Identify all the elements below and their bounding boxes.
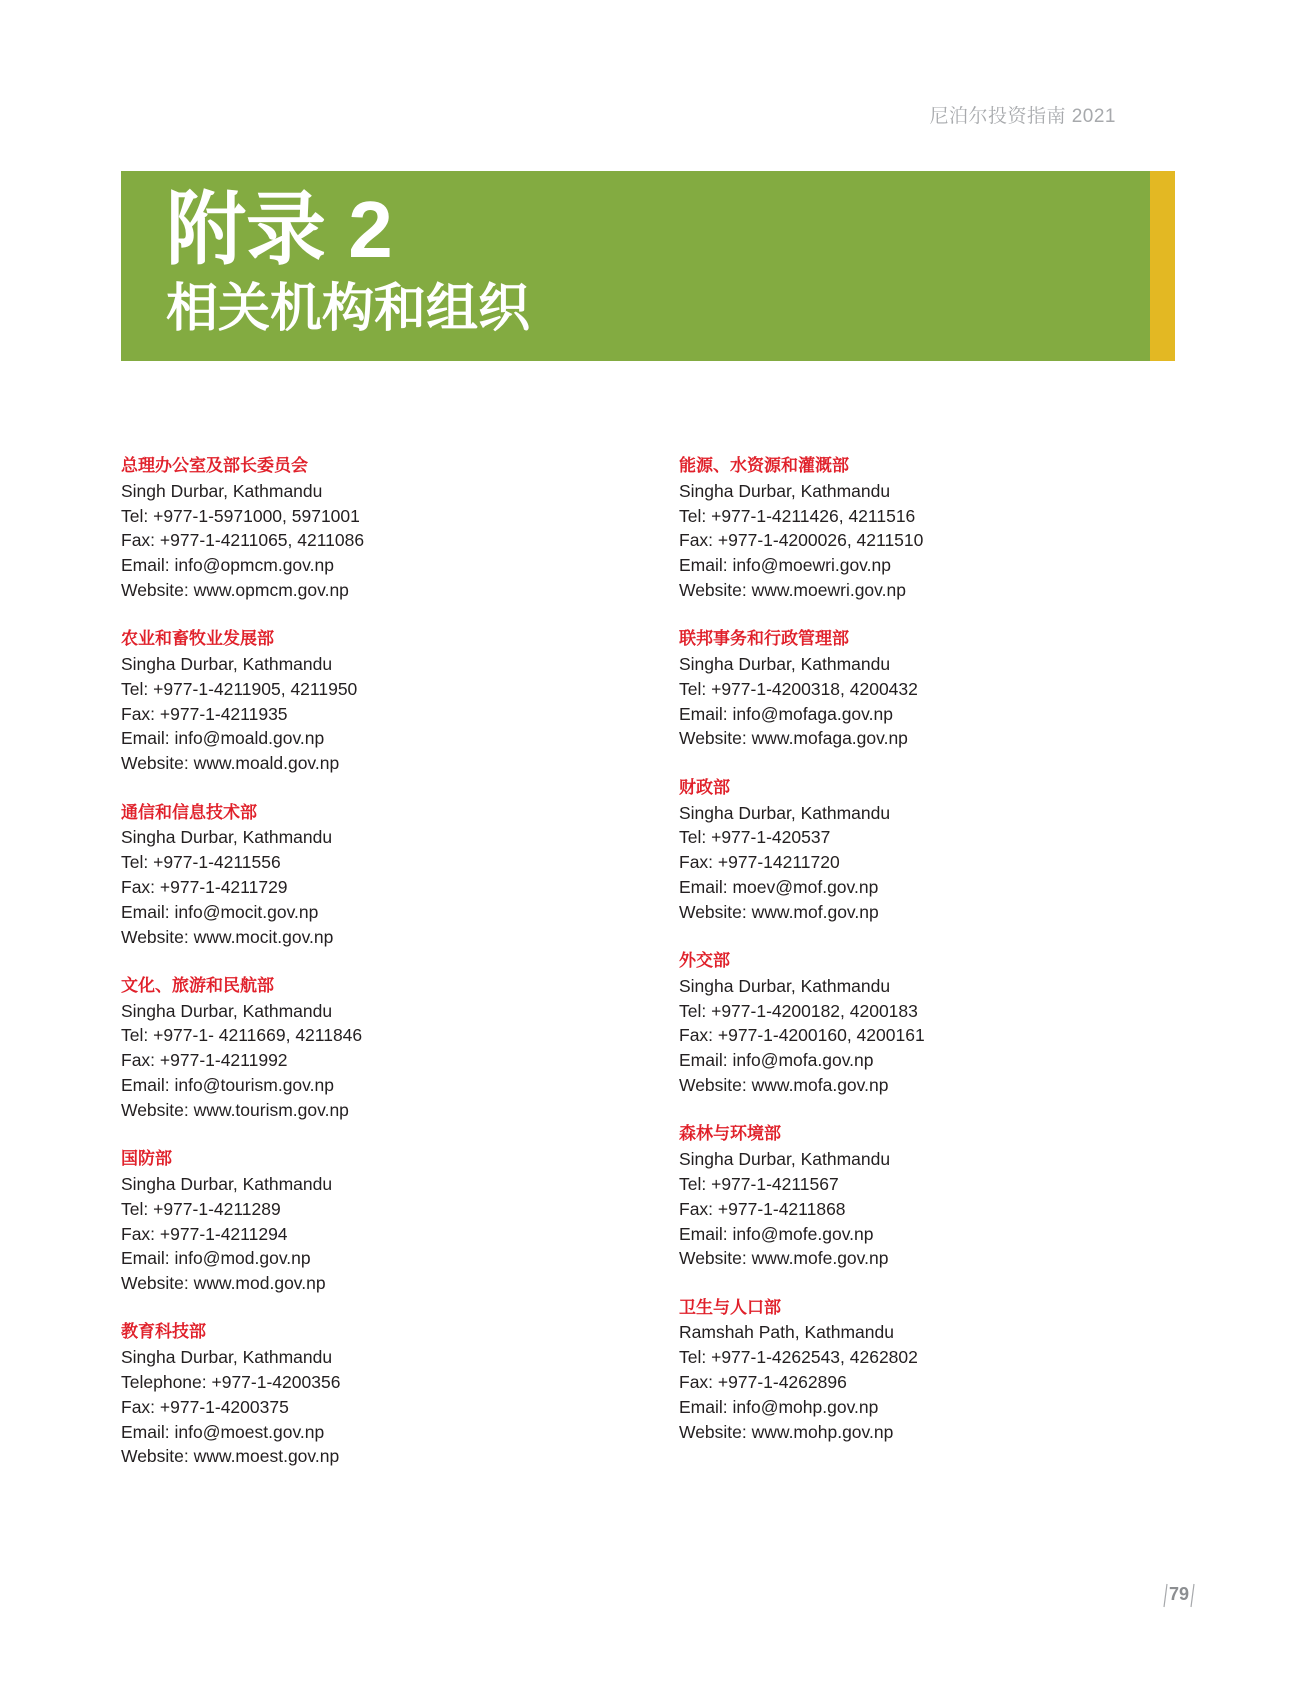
contact-address: Singha Durbar, Kathmandu [679,802,891,823]
organization-name: 能源、水资源和灌溉部 [679,456,849,475]
contact-website: Website: www.mofe.gov.np [679,1248,889,1269]
organization-entry [679,1296,1199,1445]
contact-phone: Tel: +977-1-4211567 [679,1173,839,1194]
contact-address: Singh Durbar, Kathmandu [121,480,323,501]
contact-email: Email: info@mohp.gov.np [679,1396,879,1417]
contact-phone: Tel: +977-1-420537 [679,827,831,848]
contact-email: Email: info@tourism.gov.np [121,1075,334,1096]
contact-fax: Fax: +977-1-4211729 [121,876,288,897]
contact-address: Ramshah Path, Kathmandu [679,1322,894,1343]
left-column [121,454,641,1494]
organization-entry [121,801,641,950]
contact-email: Email: info@moewri.gov.np [679,555,891,576]
organization-entry [121,1147,641,1296]
contact-email: Email: info@mod.gov.np [121,1248,311,1269]
organization-entry [679,776,1199,925]
contact-fax: Fax: +977-1-4211868 [679,1198,846,1219]
contact-phone: Tel: +977-1- 4211669, 4211846 [121,1025,363,1046]
contact-email: Email: info@opmcm.gov.np [121,555,334,576]
contact-fax: Fax: +977-1-4200160, 4200161 [679,1025,925,1046]
contact-website: Website: www.tourism.gov.np [121,1099,349,1120]
contact-email: Email: info@mofa.gov.np [679,1050,874,1071]
contact-website: Website: www.mofaga.gov.np [679,728,908,749]
contact-phone: Tel: +977-1-4262543, 4262802 [679,1347,918,1368]
organization-name: 文化、旅游和民航部 [121,975,274,995]
contact-email: Email: info@moald.gov.np [121,728,325,749]
contact-address: Singha Durbar, Kathmandu [679,654,891,675]
contact-address: Singha Durbar, Kathmandu [121,654,333,675]
contact-fax: Fax: +977-1-4211065, 4211086 [121,530,365,551]
contact-email: Email: info@moest.gov.np [121,1421,325,1442]
contact-address: Singha Durbar, Kathmandu [679,1149,891,1170]
contact-website: Website: www.moest.gov.np [121,1446,340,1467]
contact-fax: Fax: +977-1-4200375 [121,1396,289,1417]
organization-entry [121,1320,641,1469]
contact-website: Website: www.mod.gov.np [121,1273,326,1294]
contact-address: Singha Durbar, Kathmandu [679,480,891,501]
organization-entry [679,627,1199,751]
right-column [679,454,1199,1469]
contact-email: Email: info@mofe.gov.np [679,1223,874,1244]
organization-name: 国防部 [121,1149,172,1169]
organization-entry [679,454,1199,603]
organization-entry [679,949,1199,1098]
organization-name: 卫生与人口部 [679,1297,781,1317]
appendix-title: 附录 2 [166,185,393,274]
contact-address: Singha Durbar, Kathmandu [121,1000,333,1021]
banner-accent-stripe [1150,171,1175,361]
contact-phone: Tel: +977-1-4211426, 4211516 [679,505,916,526]
organization-name: 农业和畜牧业发展部 [121,629,274,649]
contact-address: Singha Durbar, Kathmandu [121,827,333,848]
contact-fax: Fax: +977-1-4211992 [121,1050,288,1071]
contact-phone: Tel: +977-1-4211556 [121,852,281,873]
contact-address: Singha Durbar, Kathmandu [121,1347,333,1368]
organization-name: 外交部 [679,951,730,971]
contact-phone: Telephone: +977-1-4200356 [121,1372,341,1392]
organization-entry [679,1122,1199,1271]
organization-name: 联邦事务和行政管理部 [679,629,849,649]
contact-phone: Tel: +977-1-4200182, 4200183 [679,1000,918,1021]
running-header: 尼泊尔投资指南 2021 [929,106,1116,127]
contact-website: Website: www.moewri.gov.np [679,579,906,600]
organization-entry [121,454,641,603]
contact-fax: Fax: +977-1-4262896 [679,1372,847,1392]
contact-website: Website: www.moald.gov.np [121,753,340,774]
contact-email: Email: moev@mof.gov.np [679,876,879,897]
contact-fax: Fax: +977-1-4200026, 4211510 [679,530,924,551]
contact-website: Website: www.opmcm.gov.np [121,579,349,600]
contact-fax: Fax: +977-14211720 [679,852,840,873]
contact-website: Website: www.mocit.gov.np [121,926,334,947]
page-number [1160,1583,1197,1609]
contact-fax: Fax: +977-1-4211294 [121,1223,288,1244]
contact-website: Website: www.mof.gov.np [679,901,879,922]
organization-name: 总理办公室及部长委员会 [121,456,308,475]
organization-name: 通信和信息技术部 [121,802,257,822]
contact-email: Email: info@mofaga.gov.np [679,703,893,724]
contact-email: Email: info@mocit.gov.np [121,901,319,922]
organization-name: 财政部 [679,777,730,797]
page-number-text: 79 [1168,1584,1190,1604]
contact-phone: Tel: +977-1-4200318, 4200432 [679,678,918,699]
contact-phone: Tel: +977-1-4211289 [121,1198,281,1219]
appendix-banner [121,171,1175,361]
contact-phone: Tel: +977-1-4211905, 4211950 [121,678,358,699]
contact-website: Website: www.mohp.gov.np [679,1421,894,1442]
contact-address: Singha Durbar, Kathmandu [121,1173,333,1194]
organization-entry [121,974,641,1123]
organization-name: 教育科技部 [121,1322,206,1342]
contact-address: Singha Durbar, Kathmandu [679,975,891,996]
appendix-subtitle: 相关机构和组织 [166,280,531,338]
contact-fax: Fax: +977-1-4211935 [121,703,288,724]
contact-website: Website: www.mofa.gov.np [679,1075,889,1096]
contact-phone: Tel: +977-1-5971000, 5971001 [121,505,360,526]
organization-entry [121,627,641,776]
organization-name: 森林与环境部 [679,1124,781,1144]
